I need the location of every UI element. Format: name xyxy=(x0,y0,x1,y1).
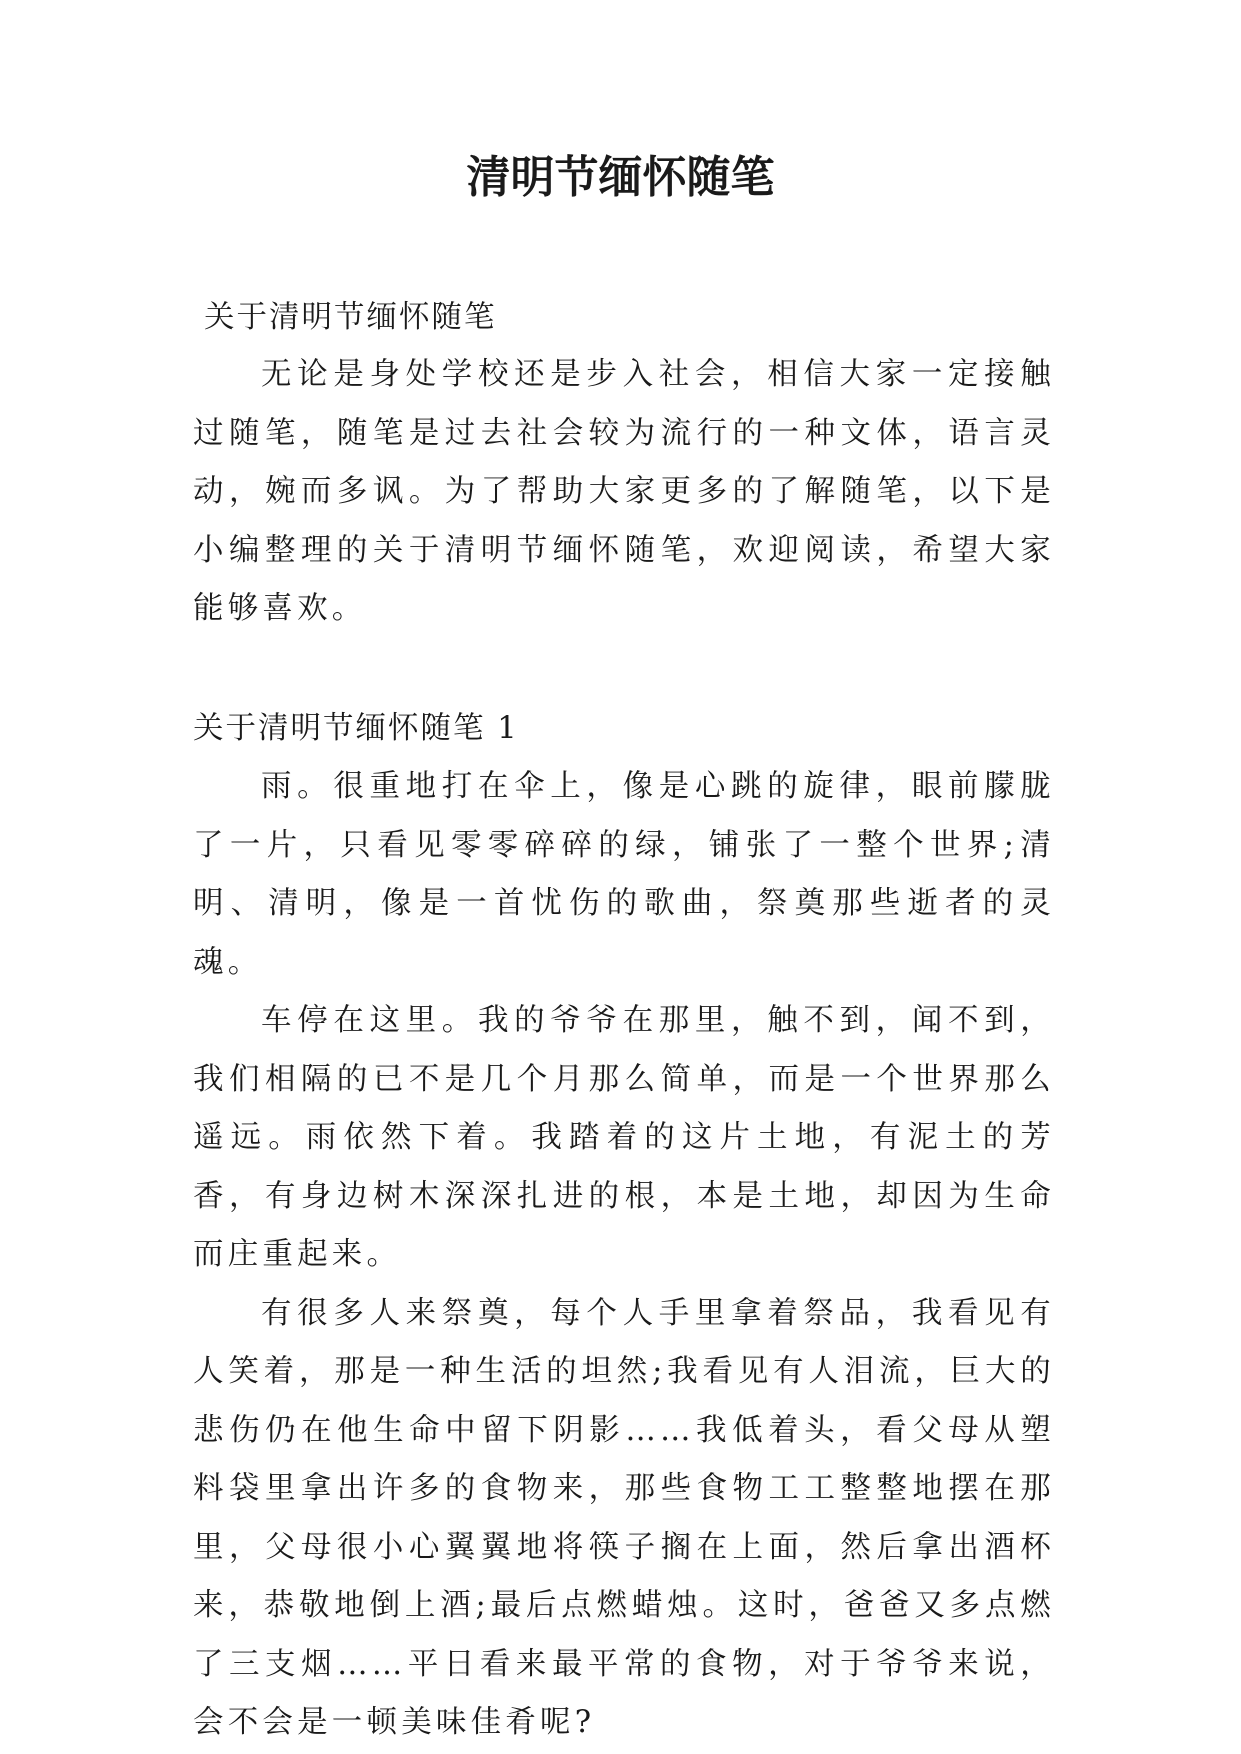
body-paragraph: 车停在这里。我的爷爷在那里，触不到，闻不到，我们相隔的已不是几个月那么简单，而是一个世界那么遥远。雨依然下着。我踏着的这片土地，有泥土的芳香，有身边树木深深扎进的根，本是土地，却因为生命而庄重起来。 xyxy=(193,1003,1055,1272)
section-body xyxy=(193,758,1055,1753)
intro-block xyxy=(193,346,1055,639)
document-title: 清明节缅怀随笔 xyxy=(466,152,775,203)
document-subtitle: 关于清明节缅怀随笔 xyxy=(204,300,497,335)
body-paragraph: 有很多人来祭奠，每个人手里拿着祭品，我看见有人笑着，那是一种生活的坦然;我看见有人泪流，巨大的悲伤仍在他生命中留下阴影……我低着头，看父母从塑料袋里拿出许多的食物来，那些食物工工整整地摆在那里，父母很小心翼翼地将筷子搁在上面，然后拿出酒杯来，恭敬地倒上酒;最后点燃蜡烛。这时，爸爸又多点燃了三支烟……平日看来最平常的食物，对于爷爷来说，会不会是一顿美味佳肴呢? xyxy=(193,1295,1055,1740)
body-paragraph: 雨。很重地打在伞上，像是心跳的旋律，眼前朦胧了一片，只看见零零碎碎的绿，铺张了一整个世界;清明、清明，像是一首忧伤的歌曲，祭奠那些逝者的灵魂。 xyxy=(193,769,1055,980)
intro-paragraph: 无论是身处学校还是步入社会，相信大家一定接触过随笔，随笔是过去社会较为流行的一种文体，语言灵动，婉而多讽。为了帮助大家更多的了解随笔，以下是小编整理的关于清明节缅怀随笔，欢迎阅读，希望大家能够喜欢。 xyxy=(193,357,1055,626)
section-heading: 关于清明节缅怀随笔 1 xyxy=(193,711,519,746)
